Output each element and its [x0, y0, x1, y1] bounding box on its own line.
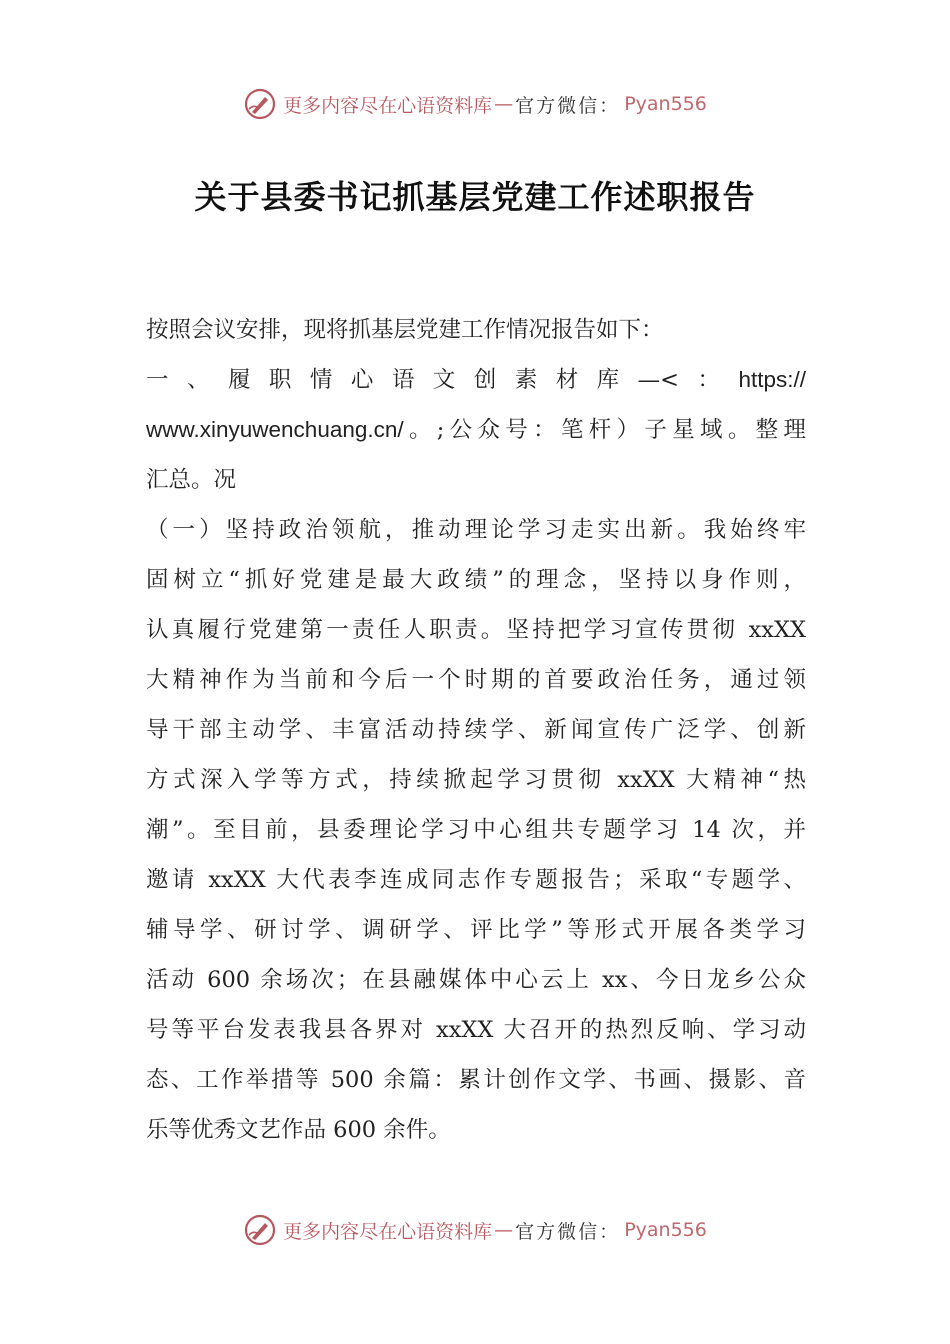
footer-watermark-banner: [0, 1210, 950, 1250]
body-line: 认真履行党建第一责任人职责。坚持把学习宣传贯彻 xxXX: [146, 617, 806, 643]
pen-logo-icon: [243, 1213, 277, 1247]
banner-wechat-id: Pyan556: [624, 1219, 707, 1241]
banner-wechat-id: Pyan556: [624, 93, 707, 115]
body-line: 大精神作为当前和今后一个时期的首要政治任务，通过领: [146, 667, 806, 693]
document-title: 关于县委书记抓基层党建工作述职报告: [194, 178, 756, 216]
banner-label: 官方微信：: [515, 1220, 621, 1243]
heading-text-2: 。;公众号：笔杆）子星域。整理: [403, 417, 806, 443]
header-watermark-banner: [0, 84, 950, 124]
body-line: 方式深入学等方式，持续掀起学习贯彻 xxXX 大精神“热: [146, 767, 806, 793]
body-line: 态、工作举措等 500 余篇：累计创作文学、书画、摄影、音: [146, 1067, 806, 1093]
section-heading-line-3: 汇总。况: [146, 467, 237, 493]
banner-brand: 更多内容尽在心语资料库: [283, 1220, 493, 1243]
section-heading-line-2: [146, 405, 806, 455]
pen-logo-icon: [243, 87, 277, 121]
banner-brand: 更多内容尽在心语资料库: [283, 94, 493, 117]
document-body: [146, 305, 806, 1155]
body-line: 导干部主动学、丰富活动持续学、新闻宣传广泛学、创新: [146, 717, 806, 743]
banner-label: 官方微信：: [515, 94, 621, 117]
body-line: 活动 600 余场次；在县融媒体中心云上 xx、今日龙乡公众: [146, 967, 806, 993]
body-line: 辅导学、研讨学、调研学、评比学”等形式开展各类学习: [146, 917, 806, 943]
url-part-2: www.xinyuwenchuang.cn/: [146, 417, 404, 442]
body-line-last: 乐等优秀文艺作品 600 余件。: [146, 1117, 451, 1143]
banner-separator: —: [494, 93, 514, 115]
section-heading-line-1: [146, 355, 806, 405]
body-line: 号等平台发表我县各界对 xxXX 大召开的热烈反响、学习动: [146, 1017, 806, 1043]
body-line: （一）坚持政治领航，推动理论学习走实出新。我始终牢: [146, 517, 806, 543]
banner-separator: —: [494, 1219, 514, 1241]
heading-text: 一、履职情心语文创素材库—<：: [146, 367, 739, 393]
body-line: 邀请 xxXX 大代表李连成同志作专题报告；采取“专题学、: [146, 867, 806, 893]
intro-paragraph: 按照会议安排，现将抓基层党建工作情况报告如下：: [146, 317, 664, 343]
body-line: 潮”。至目前，县委理论学习中心组共专题学习 14 次，并: [146, 817, 806, 843]
body-line: 固树立“抓好党建是最大政绩”的理念，坚持以身作则，: [146, 567, 806, 593]
url-part-1: https://: [738, 367, 806, 392]
